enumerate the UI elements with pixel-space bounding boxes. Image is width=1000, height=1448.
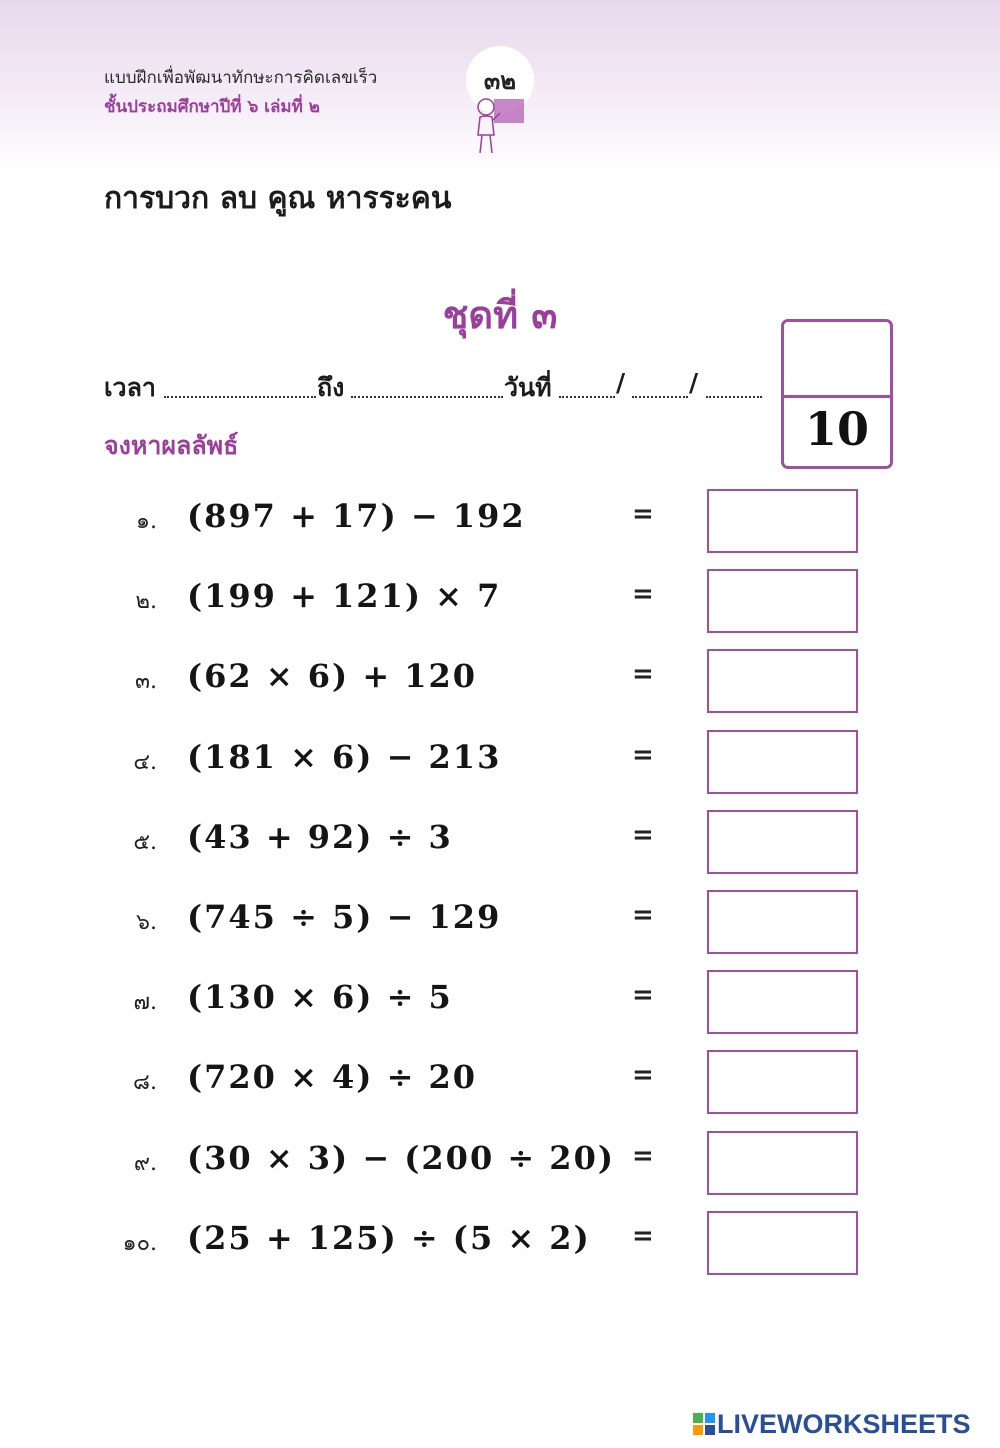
problem-expression: (30 × 3) − (200 ÷ 20): [187, 1139, 615, 1177]
problem-row: [0, 649, 1000, 715]
answer-input[interactable]: [707, 489, 858, 553]
problem-number: ๙.: [133, 1151, 157, 1176]
problem-number: ๗.: [133, 990, 157, 1015]
topic-heading: การบวก ลบ คูณ หารระคน: [104, 181, 452, 216]
problem-row: [0, 730, 1000, 796]
book-level: ชั้นประถมศึกษาปีที่ ๖ เล่มที่ ๒: [104, 97, 320, 117]
answer-input[interactable]: [707, 970, 858, 1034]
equals-sign: =: [632, 659, 654, 689]
problem-number: ๖.: [136, 910, 157, 935]
equals-sign: =: [632, 1060, 654, 1090]
problem-row: [0, 890, 1000, 956]
problem-row: [0, 810, 1000, 876]
answer-input[interactable]: [707, 649, 858, 713]
equals-sign: =: [632, 579, 654, 609]
liveworksheets-logo-icon: [693, 1413, 715, 1435]
score-input[interactable]: [784, 322, 890, 394]
time-date-line: [104, 368, 769, 408]
equals-sign: =: [632, 820, 654, 850]
answer-input[interactable]: [707, 1131, 858, 1195]
problem-number: ๓.: [134, 669, 157, 694]
problem-row: [0, 489, 1000, 555]
equals-sign: =: [632, 980, 654, 1010]
answer-input[interactable]: [707, 810, 858, 874]
problem-number: ๕.: [133, 830, 157, 855]
date-year-field[interactable]: [706, 396, 762, 398]
score-box: [781, 319, 893, 469]
problem-expression: (25 + 125) ÷ (5 × 2): [187, 1219, 591, 1257]
problem-expression: (720 × 4) ÷ 20: [187, 1058, 478, 1096]
problem-row: [0, 970, 1000, 1036]
equals-sign: =: [632, 499, 654, 529]
problem-row: [0, 1050, 1000, 1116]
problem-number: ๔.: [133, 750, 157, 775]
answer-input[interactable]: [707, 730, 858, 794]
footer-brand: [693, 1409, 971, 1439]
problem-number: ๑.: [136, 509, 157, 534]
mascot-illustration-icon: [470, 95, 530, 159]
problem-row: [0, 1211, 1000, 1277]
problem-expression: (745 ÷ 5) − 129: [187, 898, 502, 936]
answer-input[interactable]: [707, 890, 858, 954]
date-separator: /: [689, 368, 699, 397]
problem-expression: (62 × 6) + 120: [187, 657, 478, 695]
to-label: ถึง: [317, 373, 345, 402]
problem-expression: (43 + 92) ÷ 3: [187, 818, 453, 856]
set-title: ชุดที่ ๓: [442, 293, 558, 337]
problem-row: [0, 569, 1000, 635]
time-label: เวลา: [104, 373, 156, 402]
answer-input[interactable]: [707, 1050, 858, 1114]
problem-expression: (199 + 121) × 7: [187, 577, 502, 615]
book-title: แบบฝึกเพื่อพัฒนาทักษะการคิดเลขเร็ว: [104, 68, 378, 88]
answer-input[interactable]: [707, 569, 858, 633]
brand-name: LIVEWORKSHEETS: [717, 1408, 971, 1439]
problem-number: ๑๐.: [122, 1231, 157, 1256]
date-month-field[interactable]: [632, 396, 688, 398]
equals-sign: =: [632, 900, 654, 930]
score-divider: [784, 395, 890, 398]
time-start-field[interactable]: [164, 396, 316, 398]
date-separator: /: [616, 368, 626, 397]
date-label: วันที่: [504, 373, 552, 402]
date-day-field[interactable]: [559, 396, 615, 398]
problem-expression: (181 × 6) − 213: [187, 738, 502, 776]
problem-row: [0, 1131, 1000, 1197]
equals-sign: =: [632, 1141, 654, 1171]
score-total: 10: [804, 402, 869, 456]
page-number: ๓๒: [483, 65, 517, 95]
answer-input[interactable]: [707, 1211, 858, 1275]
instruction: จงหาผลลัพธ์: [104, 431, 239, 460]
equals-sign: =: [632, 740, 654, 770]
problem-expression: (130 × 6) ÷ 5: [187, 978, 453, 1016]
problem-number: ๘.: [133, 1070, 157, 1095]
problem-number: ๒.: [135, 589, 157, 614]
problem-expression: (897 + 17) − 192: [187, 497, 526, 535]
equals-sign: =: [632, 1221, 654, 1251]
time-end-field[interactable]: [351, 396, 503, 398]
